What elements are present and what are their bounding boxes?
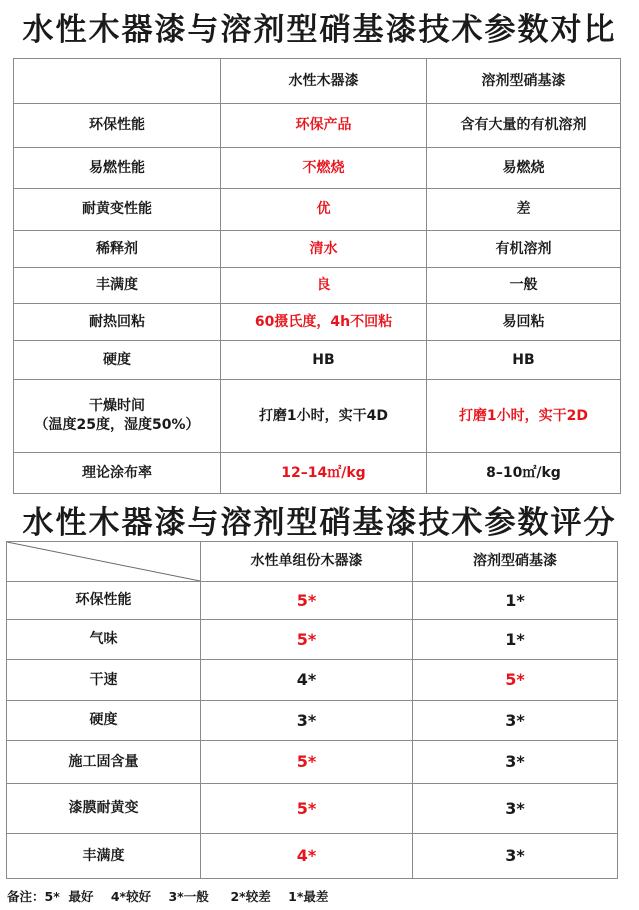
comparison-table: [13, 58, 621, 494]
solvent-value: 易回粘: [427, 304, 621, 341]
water-score: 5*: [201, 784, 413, 834]
row-label-main: 干燥时间: [89, 398, 145, 415]
table-row: [14, 268, 621, 304]
water-score: 5*: [201, 620, 413, 660]
solvent-value: 打磨1小时，实干2D: [427, 380, 621, 453]
header-solvent-based: 溶剂型硝基漆: [427, 59, 621, 104]
scoring-table: [6, 541, 618, 879]
table-row: [14, 189, 621, 231]
table-row: [7, 660, 618, 701]
water-value: 良: [221, 268, 427, 304]
solvent-score: 5*: [413, 660, 618, 701]
table-row: [7, 582, 618, 620]
water-score: 5*: [201, 741, 413, 784]
row-label: 理论涂布率: [14, 453, 221, 494]
row-label: 环保性能: [7, 582, 201, 620]
row-label: 耐黄变性能: [14, 189, 221, 231]
table-row: [7, 701, 618, 741]
table-row: [7, 741, 618, 784]
water-value: 优: [221, 189, 427, 231]
header-water-based: 水性木器漆: [221, 59, 427, 104]
row-label: 漆膜耐黄变: [7, 784, 201, 834]
water-value: 不燃烧: [221, 148, 427, 189]
row-label: 硬度: [14, 341, 221, 380]
row-label: 丰满度: [7, 834, 201, 879]
water-value: HB: [221, 341, 427, 380]
scoring-title: 水性木器漆与溶剂型硝基漆技术参数评分: [22, 505, 617, 541]
solvent-value: 一般: [427, 268, 621, 304]
table-row: [14, 304, 621, 341]
solvent-score: 3*: [413, 784, 618, 834]
row-label: [14, 380, 221, 453]
header-water-based: 水性单组份木器漆: [201, 542, 413, 582]
water-score: 3*: [201, 701, 413, 741]
water-value: 清水: [221, 231, 427, 268]
solvent-value: 含有大量的有机溶剂: [427, 104, 621, 148]
water-value: 环保产品: [221, 104, 427, 148]
row-label: 硬度: [7, 701, 201, 741]
table-row: [14, 231, 621, 268]
scoring-header-row: [7, 542, 618, 582]
solvent-score: 3*: [413, 741, 618, 784]
table-row: [14, 341, 621, 380]
water-score: 5*: [201, 582, 413, 620]
solvent-value: 易燃烧: [427, 148, 621, 189]
row-label: 丰满度: [14, 268, 221, 304]
water-score: 4*: [201, 660, 413, 701]
water-score: 4*: [201, 834, 413, 879]
solvent-value: 差: [427, 189, 621, 231]
table-row: [14, 104, 621, 148]
table-row: [7, 784, 618, 834]
solvent-score: 3*: [413, 701, 618, 741]
solvent-score: 1*: [413, 582, 618, 620]
table-row: [14, 453, 621, 494]
table-row: [14, 380, 621, 453]
row-label: 气味: [7, 620, 201, 660]
solvent-score: 3*: [413, 834, 618, 879]
water-value: 60摄氏度，4h不回粘: [221, 304, 427, 341]
water-value: 12–14㎡/kg: [221, 453, 427, 494]
comparison-title: 水性木器漆与溶剂型硝基漆技术参数对比: [22, 12, 617, 48]
rating-legend-note: 备注：5* 最好 4*较好 3*一般 2*较差 1*最差: [7, 889, 329, 904]
solvent-score: 1*: [413, 620, 618, 660]
row-label: 易燃性能: [14, 148, 221, 189]
row-label: 干速: [7, 660, 201, 701]
water-value: 打磨1小时，实干4D: [221, 380, 427, 453]
solvent-value: HB: [427, 341, 621, 380]
header-blank: [14, 59, 221, 104]
row-label: 稀释剂: [14, 231, 221, 268]
comparison-header-row: [14, 59, 621, 104]
header-solvent-based: 溶剂型硝基漆: [413, 542, 618, 582]
header-diagonal-cell: [7, 542, 201, 582]
row-label: 环保性能: [14, 104, 221, 148]
diagonal-line: [7, 542, 200, 581]
table-row: [7, 620, 618, 660]
row-label: 施工固含量: [7, 741, 201, 784]
row-label: 耐热回粘: [14, 304, 221, 341]
row-label-sub: （温度25度，湿度50%）: [34, 417, 200, 433]
solvent-value: 8–10㎡/kg: [427, 453, 621, 494]
table-row: [14, 148, 621, 189]
table-row: [7, 834, 618, 879]
solvent-value: 有机溶剂: [427, 231, 621, 268]
